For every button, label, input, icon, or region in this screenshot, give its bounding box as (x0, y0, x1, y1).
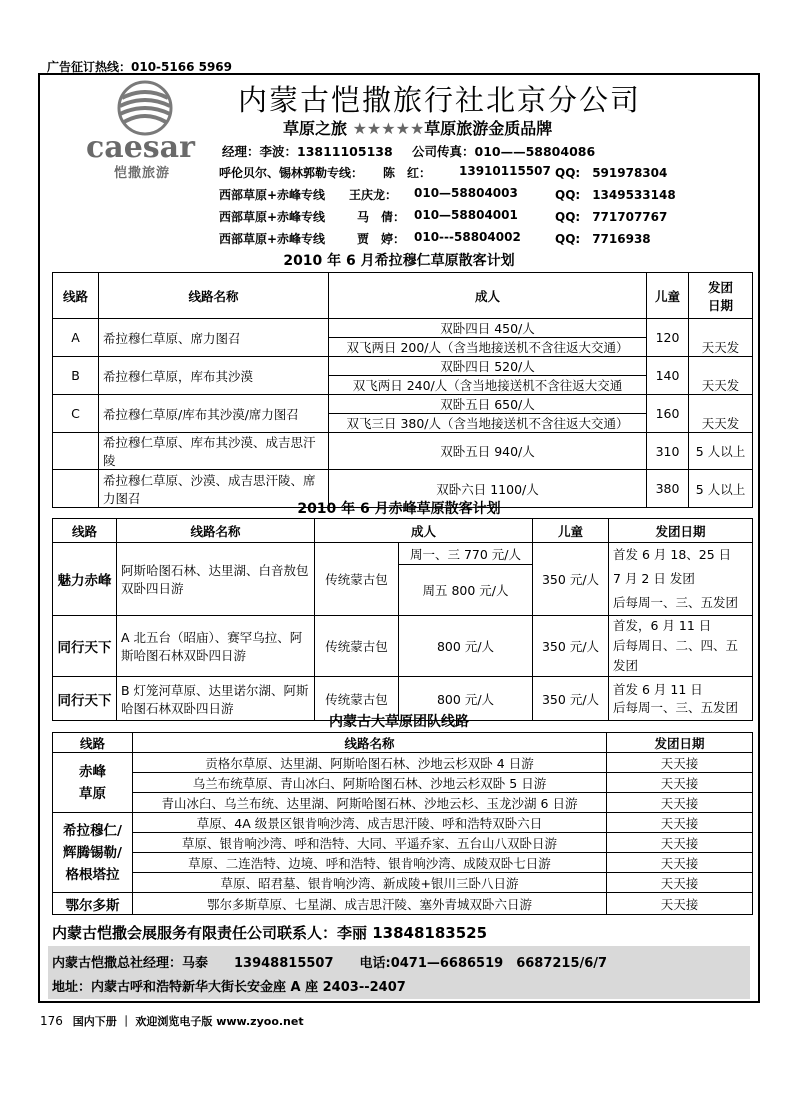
header-child: 儿童 (647, 273, 689, 319)
footer-contact: 内蒙古恺撒会展服务有限责任公司联系人：李丽 13848183525 (52, 924, 488, 942)
child-price: 140 (647, 357, 689, 395)
header-depart (689, 273, 753, 319)
header-depart-2: 日期 (707, 297, 733, 313)
adult-price: 双飞两日 200/人（含当地接送机不含往返大交通） (329, 338, 647, 357)
table-row (53, 813, 753, 833)
header-depart-1: 发团 (707, 279, 733, 295)
depart-line: 后每周一、三、五发团 (613, 699, 739, 715)
route-name: 希拉穆仁草原，库布其沙漠 (99, 357, 329, 395)
adult-price: 周五 800 元/人 (399, 565, 533, 616)
header-name: 线路名称 (99, 273, 329, 319)
slogan-pre: 草原之旅 (283, 119, 353, 138)
rating-stars-icon: ★★★★★ (352, 119, 425, 138)
region-name: 赤峰 草原 (53, 753, 133, 813)
table-row (53, 357, 753, 376)
route-name: A 北五台（昭庙）、赛罕乌拉、阿斯哈图石林双卧四日游 (117, 616, 315, 677)
table1 (52, 272, 753, 508)
child-price: 380 (647, 470, 689, 508)
header-adult: 成人 (315, 519, 533, 543)
table-row (53, 773, 753, 793)
contact-route: 西部草原+赤峰专线 (219, 210, 326, 224)
depart-date: 5 人以上 (689, 470, 753, 508)
contact-name: 陈 红： (383, 166, 432, 180)
route-code (53, 433, 99, 470)
logo-wordmark: caesar (86, 130, 195, 165)
route-code: 同行天下 (53, 616, 117, 677)
company-title: 内蒙古恺撒旅行社北京分公司 (238, 83, 642, 117)
depart-line: 首发，6 月 11 日 (613, 618, 712, 633)
table-header-row (53, 273, 753, 319)
table-header-row (53, 733, 753, 753)
child-price: 310 (647, 433, 689, 470)
table2-title: 2010 年 6 月赤峰草原散客计划 (297, 501, 501, 517)
header-name: 线路名称 (117, 519, 315, 543)
table-row (53, 753, 753, 773)
page-section: 国内下册 ｜ 欢迎浏览电子版 www.zyoo.net (72, 1015, 304, 1028)
adult-price: 双飞三日 380/人（含当地接送机不含往返大交通） (329, 414, 647, 433)
route-name: 希拉穆仁草原/库布其沙漠/席力图召 (99, 395, 329, 433)
depart-date: 天天接 (607, 833, 753, 853)
contact-phone: 010—58804001 (414, 208, 518, 222)
child-price: 350 元/人 (533, 543, 609, 616)
table-row (53, 616, 753, 677)
child-price: 350 元/人 (533, 677, 609, 721)
route-name: 乌兰布统草原、青山冰臼、阿斯哈图石林、沙地云杉双卧 5 日游 (133, 773, 607, 793)
table2 (52, 518, 753, 721)
header-name: 线路名称 (133, 733, 607, 753)
route-name: 青山冰臼、乌兰布统、达里湖、阿斯哈图石林、沙地云杉、玉龙沙湖 6 日游 (133, 793, 607, 813)
header-line: 线路 (53, 273, 99, 319)
company-fax: 公司传真：010——58804086 (412, 144, 596, 159)
route-code: 同行天下 (53, 677, 117, 721)
depart-date: 天天接 (607, 793, 753, 813)
header-depart: 发团日期 (609, 519, 753, 543)
table3 (52, 732, 753, 915)
adult-price: 双卧五日 940/人 (329, 433, 647, 470)
route-name: 阿斯哈图石林、达里湖、白音敖包双卧四日游 (117, 543, 315, 616)
depart-date: 天天接 (607, 853, 753, 873)
ad-hotline: 广告征订热线：010-5166 5969 (47, 60, 233, 74)
depart-date: 天天接 (607, 813, 753, 833)
table-row (53, 873, 753, 893)
contact-qq: QQ: 7716938 (555, 232, 651, 246)
header-line: 线路 (53, 733, 133, 753)
route-name: 草原、银肯响沙湾、呼和浩特、大同、平遥乔家、五台山八双卧日游 (133, 833, 607, 853)
route-code: C (53, 395, 99, 433)
adult-price: 双卧五日 650/人 (329, 395, 647, 414)
contact-route: 西部草原+赤峰专线 (219, 232, 326, 246)
table-row (53, 793, 753, 813)
accommodation: 传统蒙古包 (315, 677, 399, 721)
address-box (48, 946, 750, 999)
depart-date: 天天接 (607, 873, 753, 893)
depart-date: 天天接 (607, 773, 753, 793)
route-name: 鄂尔多斯草原、七星湖、成吉思汗陵、塞外青城双卧六日游 (133, 893, 607, 915)
page-footer (40, 1013, 304, 1029)
address-line: 地址：内蒙古呼和浩特新华大街长安金座 A 座 2403--2407 (52, 980, 406, 995)
slogan (283, 116, 552, 139)
adult-price: 800 元/人 (399, 616, 533, 677)
logo-subtitle: 恺撒旅游 (114, 166, 171, 181)
contact-phone: 010—58804003 (414, 186, 518, 200)
table-row (53, 433, 753, 470)
route-code: 魅力赤峰 (53, 543, 117, 616)
slogan-post: 草原旅游金质品牌 (424, 119, 553, 138)
adult-price: 双卧四日 520/人 (329, 357, 647, 376)
region-name: 希拉穆仁/ 辉腾锡勒/ 格根塔拉 (53, 813, 133, 893)
depart-date (609, 543, 753, 616)
depart-date: 天天发 (689, 319, 753, 357)
general-manager-line: 内蒙古恺撒总社经理：马泰 13948815507 电话:0471—6686519 6687215/6/7 (52, 956, 608, 971)
route-code: B (53, 357, 99, 395)
contact-name: 王庆龙： (349, 188, 398, 202)
table-row (53, 543, 753, 565)
adult-price: 800 元/人 (399, 677, 533, 721)
contact-phone: 010---58804002 (414, 230, 521, 244)
region-name: 鄂尔多斯 (53, 893, 133, 915)
route-name: B 灯笼河草原、达里诺尔湖、阿斯哈图石林双卧四日游 (117, 677, 315, 721)
table-row (53, 395, 753, 414)
table-row (53, 319, 753, 338)
contact-route: 呼伦贝尔、锡林郭勒专线： (219, 166, 364, 180)
depart-line: 首发 6 月 18、25 日 (613, 547, 732, 562)
table-header-row (53, 519, 753, 543)
route-name: 草原、4A 级景区银肯响沙湾、成吉思汗陵、呼和浩特双卧六日 (133, 813, 607, 833)
depart-line: 首发 6 月 11 日 (613, 681, 703, 697)
adult-price: 双飞两日 240/人（含当地接送机不含往返大交通 (329, 376, 647, 395)
child-price: 350 元/人 (533, 616, 609, 677)
contact-qq: QQ: 591978304 (555, 166, 668, 180)
depart-date (609, 616, 753, 677)
page-number: 176 (40, 1014, 63, 1028)
table-row (53, 853, 753, 873)
contact-name: 贾 婷： (357, 232, 406, 246)
table1-title: 2010 年 6 月希拉穆仁草原散客计划 (283, 253, 515, 269)
table-row (53, 893, 753, 915)
route-code: A (53, 319, 99, 357)
route-name: 希拉穆仁草原、沙漠、成吉思汗陵、席力图召 (99, 470, 329, 508)
route-name: 希拉穆仁草原、库布其沙漠、成吉思汗陵 (99, 433, 329, 470)
depart-line: 7 月 2 日 发团 (613, 571, 695, 586)
depart-line: 后每周一、三、五发团 (613, 595, 739, 610)
table-row (53, 833, 753, 853)
adult-price: 周一、三 770 元/人 (399, 543, 533, 565)
depart-line: 后每周日、二、四、五发团 (613, 638, 739, 673)
depart-date: 天天发 (689, 357, 753, 395)
adult-price: 双卧四日 450/人 (329, 319, 647, 338)
child-price: 160 (647, 395, 689, 433)
route-name: 草原、二连浩特、边境、呼和浩特、银肯响沙湾、成陵双卧七日游 (133, 853, 607, 873)
table3-title: 内蒙古大草原团队线路 (329, 714, 469, 730)
route-name: 希拉穆仁草原、席力图召 (99, 319, 329, 357)
child-price: 120 (647, 319, 689, 357)
header-line: 线路 (53, 519, 117, 543)
header-depart: 发团日期 (607, 733, 753, 753)
depart-date: 5 人以上 (689, 433, 753, 470)
contact-qq: QQ: 1349533148 (555, 188, 676, 202)
depart-date: 天天发 (689, 395, 753, 433)
header-adult: 成人 (329, 273, 647, 319)
route-name: 草原、昭君墓、银肯响沙湾、新成陵+银川三卧八日游 (133, 873, 607, 893)
adult-price: 双卧六日 1100/人 (329, 470, 647, 508)
route-name: 贡格尔草原、达里湖、阿斯哈图石林、沙地云杉双卧 4 日游 (133, 753, 607, 773)
contact-phone: 13910115507 (459, 164, 551, 178)
accommodation: 传统蒙古包 (315, 616, 399, 677)
manager-contact: 经理：李波：13811105138 (222, 144, 393, 159)
depart-date: 天天接 (607, 753, 753, 773)
contact-qq: QQ: 771707767 (555, 210, 668, 224)
accommodation: 传统蒙古包 (315, 543, 399, 616)
contact-name: 马 倩： (357, 210, 406, 224)
header-child: 儿童 (533, 519, 609, 543)
contact-route: 西部草原+赤峰专线 (219, 188, 326, 202)
depart-date: 天天接 (607, 893, 753, 915)
